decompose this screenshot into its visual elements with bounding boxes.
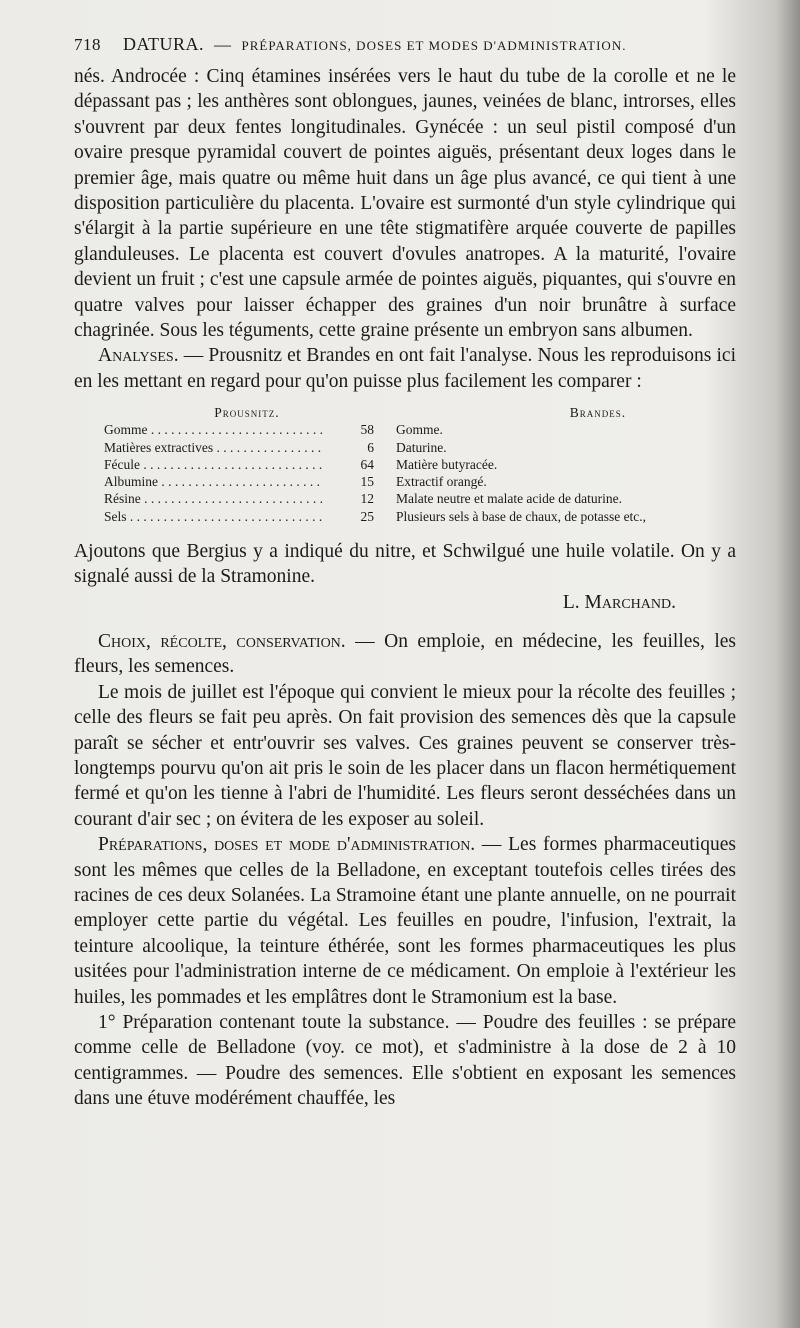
paragraph-juillet: Le mois de juillet est l'époque qui convient le mieux pour la récolte des feuilles ; celle des fleurs se fait peu après. On fait provision des semences dès que la capsule paraît se sécher et entr'ouvrir ses valves. Ces graines peuvent se conserver très-longtemps pourvu qu'on ait pris le soin de les placer dans un flacon hermétiquement fermé et qu'on les tienne à l'abri de l'humidité. Les fleurs seront desséchées dans un courant d'air sec ; on évitera de les exposer au soleil. bbox=[74, 681, 736, 830]
table-row bbox=[74, 473, 736, 490]
table-header bbox=[74, 404, 736, 421]
prousnitz-component: Matières extractives . . . bbox=[74, 439, 324, 456]
analyses-heading: Analyses. bbox=[98, 345, 179, 367]
paragraph-bergius: Ajoutons que Bergius y a indiqué du nitre, et Schwilgué une huile volatile. On y a signalé aussi de la Stramonine. bbox=[74, 540, 736, 588]
choix-heading: Choix, récolte, conservation. bbox=[98, 630, 346, 652]
prousnitz-value: 58 bbox=[360, 422, 374, 438]
choix-text: — On emploie, en médecine, les feuilles, les fleurs, les semences. bbox=[74, 630, 736, 678]
prousnitz-value: 12 bbox=[360, 491, 374, 507]
page-number: 718 bbox=[74, 35, 101, 54]
page-content bbox=[74, 34, 736, 1112]
header-separator: — bbox=[214, 35, 232, 54]
table-row bbox=[74, 456, 736, 473]
brandes-component: Malate neutre et malate acide de daturine. bbox=[396, 491, 623, 507]
table-row bbox=[74, 490, 736, 507]
paragraph-analyses bbox=[74, 343, 736, 394]
column-header-prousnitz: Prousnitz. bbox=[214, 405, 280, 421]
analysis-table bbox=[74, 404, 736, 524]
prousnitz-component: Résine . . . bbox=[74, 490, 324, 507]
paragraph-preparation-substance: 1° Préparation contenant toute la substance. — Poudre des feuilles : se prépare comme celle de Belladone (voy. ce mot), et s'administre à la dose de 2 à 10 centigrammes. — Poudre des semences. Elle s'obtient en exposant les semences dans une étuve modérément chauffée, les bbox=[74, 1012, 736, 1110]
prousnitz-value: 15 bbox=[360, 474, 374, 490]
column-header-brandes: Brandes. bbox=[569, 405, 627, 421]
prousnitz-value: 6 bbox=[367, 439, 374, 455]
running-header bbox=[74, 34, 736, 64]
paragraph-preparations bbox=[74, 832, 736, 1010]
author-signature: L. Marchand. bbox=[562, 591, 676, 613]
prousnitz-component: Fécule . . . bbox=[74, 456, 324, 473]
brandes-component: Gomme. bbox=[396, 422, 443, 438]
table-row bbox=[74, 508, 736, 525]
paragraph-androcee: nés. Androcée : Cinq étamines insérées vers le haut du tube de la corolle et ne le dépassant pas ; les anthères sont oblongues, jaunes, veinées de blanc, introrses, elles s'ouvrent par deux fentes longitudinales. Gynécée : un seul pistil composé d'un ovaire presque pyramidal couvert de pointes aiguës, présentant deux loges dans le premier âge, mais quatre ou même huit dans un âge plus avancé, ce qui tient à une disposition particulière du placenta. L'ovaire est surmonté d'un style cylindrique qui s'élargit à la partie supérieure en une tête stigmatifère arquée couverte de papilles glanduleuses. Le placenta est couvert d'ovules anatropes. A la maturité, l'ovaire devient un fruit ; c'est une capsule armée de pointes aiguës, piquantes, qui s'ouvre en quatre valves pour laisser échapper des graines d'un noir brunâtre à surface chagrinée. Sous les téguments, cette graine présente un embryon sans albumen. bbox=[74, 66, 736, 342]
header-subtitle: PRÉPARATIONS, DOSES ET MODES D'ADMINISTRATION. bbox=[241, 38, 627, 53]
signature-line bbox=[74, 590, 736, 615]
header-title: DATURA. bbox=[123, 34, 205, 54]
brandes-component: Daturine. bbox=[396, 439, 447, 455]
prousnitz-component: Sels . . . bbox=[74, 508, 324, 525]
prousnitz-component: Gomme . . . bbox=[74, 421, 324, 438]
brandes-component: Matière butyracée. bbox=[396, 456, 498, 472]
preparations-heading: Préparations, doses et mode d'administration. bbox=[98, 834, 476, 856]
analyses-text: — Prousnitz et Brandes en ont fait l'analyse. Nous les reproduisons ici en les mettant en regard pour qu'on puisse plus facilement les comparer : bbox=[74, 345, 736, 392]
prousnitz-component: Albumine . . . bbox=[74, 473, 324, 490]
paragraph-choix bbox=[74, 629, 736, 680]
preparations-text: — Les formes pharmaceutiques sont les mêmes que celles de la Belladone, en exceptant toutefois celles tirées des racines de ces deux Solanées. La Stramoine étant une plante annuelle, on ne pourrait employer cette partie du végétal. Les feuilles en poudre, l'infusion, l'extrait, la teinture alcoolique, la teinture éthérée, sont les formes pharmaceutiques les plus usitées pour l'administration interne de ce médicament. On emploie à l'extérieur les huiles, les pommades et les emplâtres dont le Stramonium est la base. bbox=[74, 834, 737, 1008]
prousnitz-value: 64 bbox=[360, 456, 374, 472]
table-row bbox=[74, 421, 736, 438]
prousnitz-value: 25 bbox=[360, 508, 374, 524]
brandes-component: Extractif orangé. bbox=[396, 474, 487, 490]
brandes-component: Plusieurs sels à base de chaux, de potasse etc., bbox=[396, 508, 647, 524]
table-row bbox=[74, 439, 736, 456]
